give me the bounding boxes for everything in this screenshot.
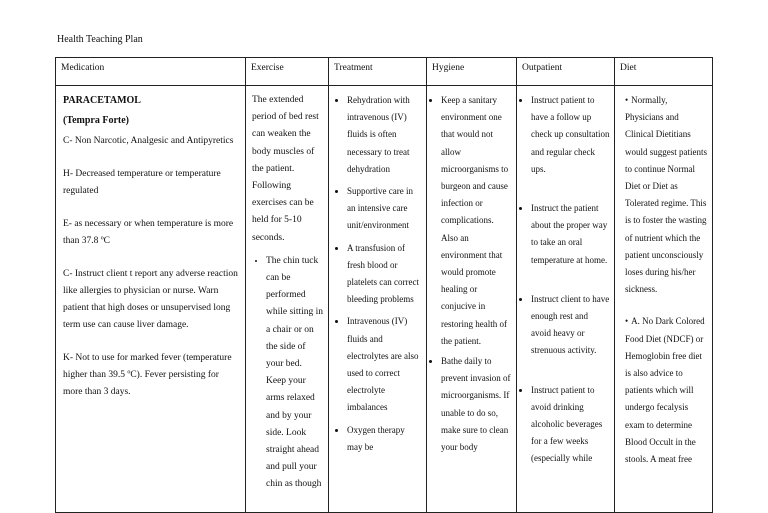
- header-outpatient: Outpatient: [517, 58, 615, 86]
- list-item: • Supportive care in an intensive care unit/environment: [347, 183, 422, 235]
- outpatient-list: [517, 92, 610, 468]
- header-exercise: Exercise: [246, 58, 329, 86]
- exercise-intro: The extended period of bed rest can weaken the body muscles of the patient. Following exercises can be held for 5-10 seconds.: [252, 95, 319, 243]
- header-hygiene: Hygiene: [427, 58, 517, 86]
- hygiene-list: [427, 92, 512, 456]
- outpatient-cell: [517, 86, 615, 513]
- list-item: • Normally, Physicians and Clinical Dietitians would suggest patients to continue Normal Diet or Diet as Tolerated regime. This is to foster the wasting of nutrient which the patient unconsciously loses during his/her sickness.: [625, 92, 708, 298]
- list-item: • Instruct the patient about the proper way to take an oral temperature at home.: [531, 200, 610, 269]
- medication-key: K- Not to use for marked fever (temperature higher than 39.5 ºC). Fever persisting for more than 3 days.: [63, 353, 232, 397]
- list-item: • A. No Dark Colored Food Diet (NDCF) or Hemoglobin free diet is also advice to patients which will undergo fecalysis exam to determine Blood Occult in the stools. A meat free: [625, 313, 708, 468]
- exercise-cell: [246, 86, 329, 513]
- hygiene-cell: [427, 86, 517, 513]
- teaching-plan-table: [55, 57, 713, 513]
- medication-indication: H- Decreased temperature or temperature regulated: [63, 169, 221, 196]
- treatment-cell: [329, 86, 427, 513]
- table-header-row: [56, 58, 713, 86]
- list-item: • Instruct patient to have a follow up check up consultation and regular check ups.: [531, 92, 610, 178]
- table-row: [56, 86, 713, 513]
- list-item: • Oxygen therapy may be: [347, 422, 422, 456]
- list-item: • Bathe daily to prevent invasion of microorganisms. If unable to do so, make sure to clean your body: [441, 353, 512, 456]
- list-item: • Instruct patient to avoid drinking alcoholic beverages for a few weeks (especially while: [531, 382, 610, 468]
- list-item: • Keep a sanitary environment one that would not allow microorganisms to burgeon and cause infection or complications. Also an environment that would promote healing or conjucive in restoring health of the patient.: [441, 92, 512, 350]
- header-medication: Medication: [56, 58, 246, 86]
- list-item: • The chin tuck can be performed while sitting in a chair or on the side of your bed. Keep your arms relaxed and by your side. Look straight ahead and pull your chin as though: [266, 253, 324, 494]
- list-item: • Intravenous (IV) fluids and electrolytes are also used to correct electrolyte imbalances: [347, 313, 422, 416]
- exercise-list: [252, 253, 324, 494]
- medication-evaluation: E- as necessary or when temperature is more than 37.8 ºC: [63, 219, 234, 246]
- medication-caution: C- Instruct client t report any adverse reaction like allergies to physician or nurse. Warn patient that high doses or unsupervised long term use can cause liver damage.: [63, 269, 238, 330]
- treatment-list: [333, 92, 422, 456]
- list-item: • Instruct client to have enough rest and avoid heavy or strenuous activity.: [531, 291, 610, 360]
- document-title: Health Teaching Plan: [57, 34, 143, 45]
- header-diet: Diet: [615, 58, 713, 86]
- header-treatment: Treatment: [329, 58, 427, 86]
- diet-list: [615, 92, 708, 468]
- medication-cell: [56, 86, 246, 513]
- drug-brand: (Tempra Forte): [63, 115, 129, 126]
- diet-cell: [615, 86, 713, 513]
- drug-name: PARACETAMOL: [63, 95, 141, 106]
- list-item: • A transfusion of fresh blood or platelets can correct bleeding problems: [347, 240, 422, 309]
- list-item: • Rehydration with intravenous (IV) fluids is often necessary to treat dehydration: [347, 92, 422, 178]
- medication-classification: C- Non Narcotic, Analgesic and Antipyretics: [63, 136, 234, 146]
